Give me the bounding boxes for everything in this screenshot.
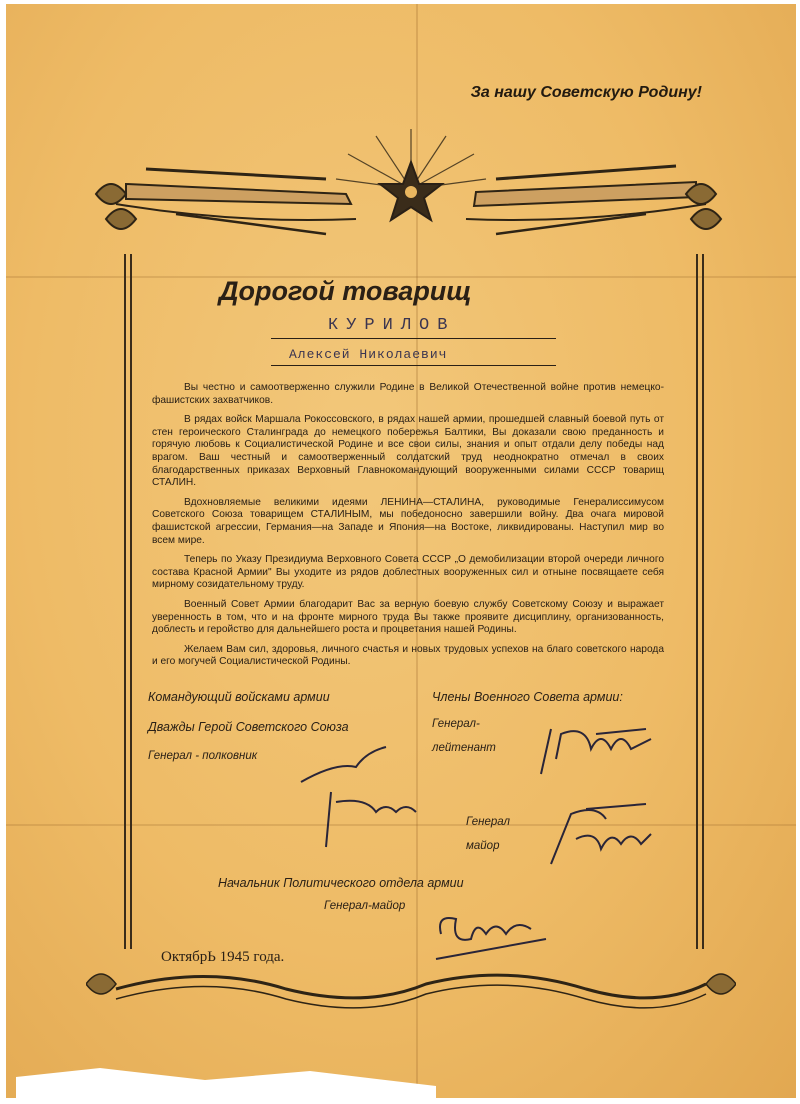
- name-underline: [271, 338, 556, 339]
- member-rank: майор: [466, 840, 500, 852]
- issue-date: ОктябрЬ 1945 года.: [161, 949, 285, 965]
- member-rank: Генерал: [466, 816, 511, 828]
- ribbon-ornament-icon: [86, 954, 736, 1014]
- member-rank: лейтенант: [432, 742, 496, 754]
- commander-rank: Дважды Герой Советского Союза: [148, 720, 349, 734]
- star-emblem-icon: [86, 124, 736, 254]
- political-title: Начальник Политического отдела армии: [218, 876, 464, 890]
- name-underline: [271, 365, 556, 366]
- member-signature-icon: [536, 719, 656, 779]
- letter-body: [152, 382, 664, 676]
- body-paragraph: Вдохновляемые великими идеями ЛЕНИНА—СТАЛИНА, руководимые Генералиссимусом Советского Союза товарищем СТАЛИНЫМ, мы победоносно завершили войну. Два очага мировой фашистской агрессии, Германия—на Западе и Япония—на Востоке, ликвидированы. Наступил мир во всем мире.: [152, 496, 664, 546]
- frame-border-left: [124, 254, 132, 949]
- political-rank: Генерал-майор: [324, 900, 406, 912]
- torn-corner: [16, 1044, 436, 1098]
- certificate-sheet: [6, 4, 796, 1098]
- commander-title: Командующий войсками армии: [148, 690, 330, 704]
- body-paragraph: Вы честно и самоотверженно служили Родине в Великой Отечественной войне против немецко-фашистских захватчиков.: [152, 382, 664, 406]
- frame-border-right: [696, 254, 704, 949]
- recipient-name: Алексей Николаевич: [289, 347, 448, 362]
- commander-signature-icon: [296, 742, 426, 852]
- greeting-heading: Дорогой товарищ: [219, 276, 472, 306]
- body-paragraph: Желаем Вам сил, здоровья, личного счастья и новых трудовых успехов на благо советского народа и его могучей Социалистической Родины.: [152, 643, 664, 668]
- body-paragraph: Военный Совет Армии благодарит Вас за верную боевую службу Советскому Союзу и выражает уверенность в том, что и на фронте мирного труда Вы также проявите дисциплину, организованность, доблесть и геройство для дальнейшего роста и процветания нашей Родины.: [152, 598, 664, 636]
- body-paragraph: В рядах войск Маршала Рокоссовского, в рядах нашей армии, прошедшей славный боевой путь от стен героического Сталинграда до немецкого побережья Балтики, Вы доказали свою преданность и горячую любовь к Социалистической Родине и все свои силы, знания и опыт отдали делу победы над врагом. Ваш честный и самоотверженный солдатский труд неоднократно отмечал в своих благодарственных приказах Верховный Главнокомандующий вооруженными силами СССР товарищ СТАЛИН.: [152, 414, 664, 489]
- council-title: Члены Военного Совета армии:: [432, 690, 623, 704]
- body-paragraph: Теперь по Указу Президиума Верховного Совета СССР „О демобилизации второй очереди личного состава Красной Армии" Вы уходите из рядов доблестных вооруженных сил и отныне посвящаете себя мирному созидательному труду.: [152, 554, 664, 591]
- member-rank: Генерал-: [432, 718, 480, 730]
- recipient-surname: КУРИЛОВ: [328, 316, 456, 335]
- member-signature-icon: [546, 799, 656, 869]
- commander-rank: Генерал - полковник: [148, 750, 258, 762]
- slogan: За нашу Советскую Родину!: [470, 84, 702, 101]
